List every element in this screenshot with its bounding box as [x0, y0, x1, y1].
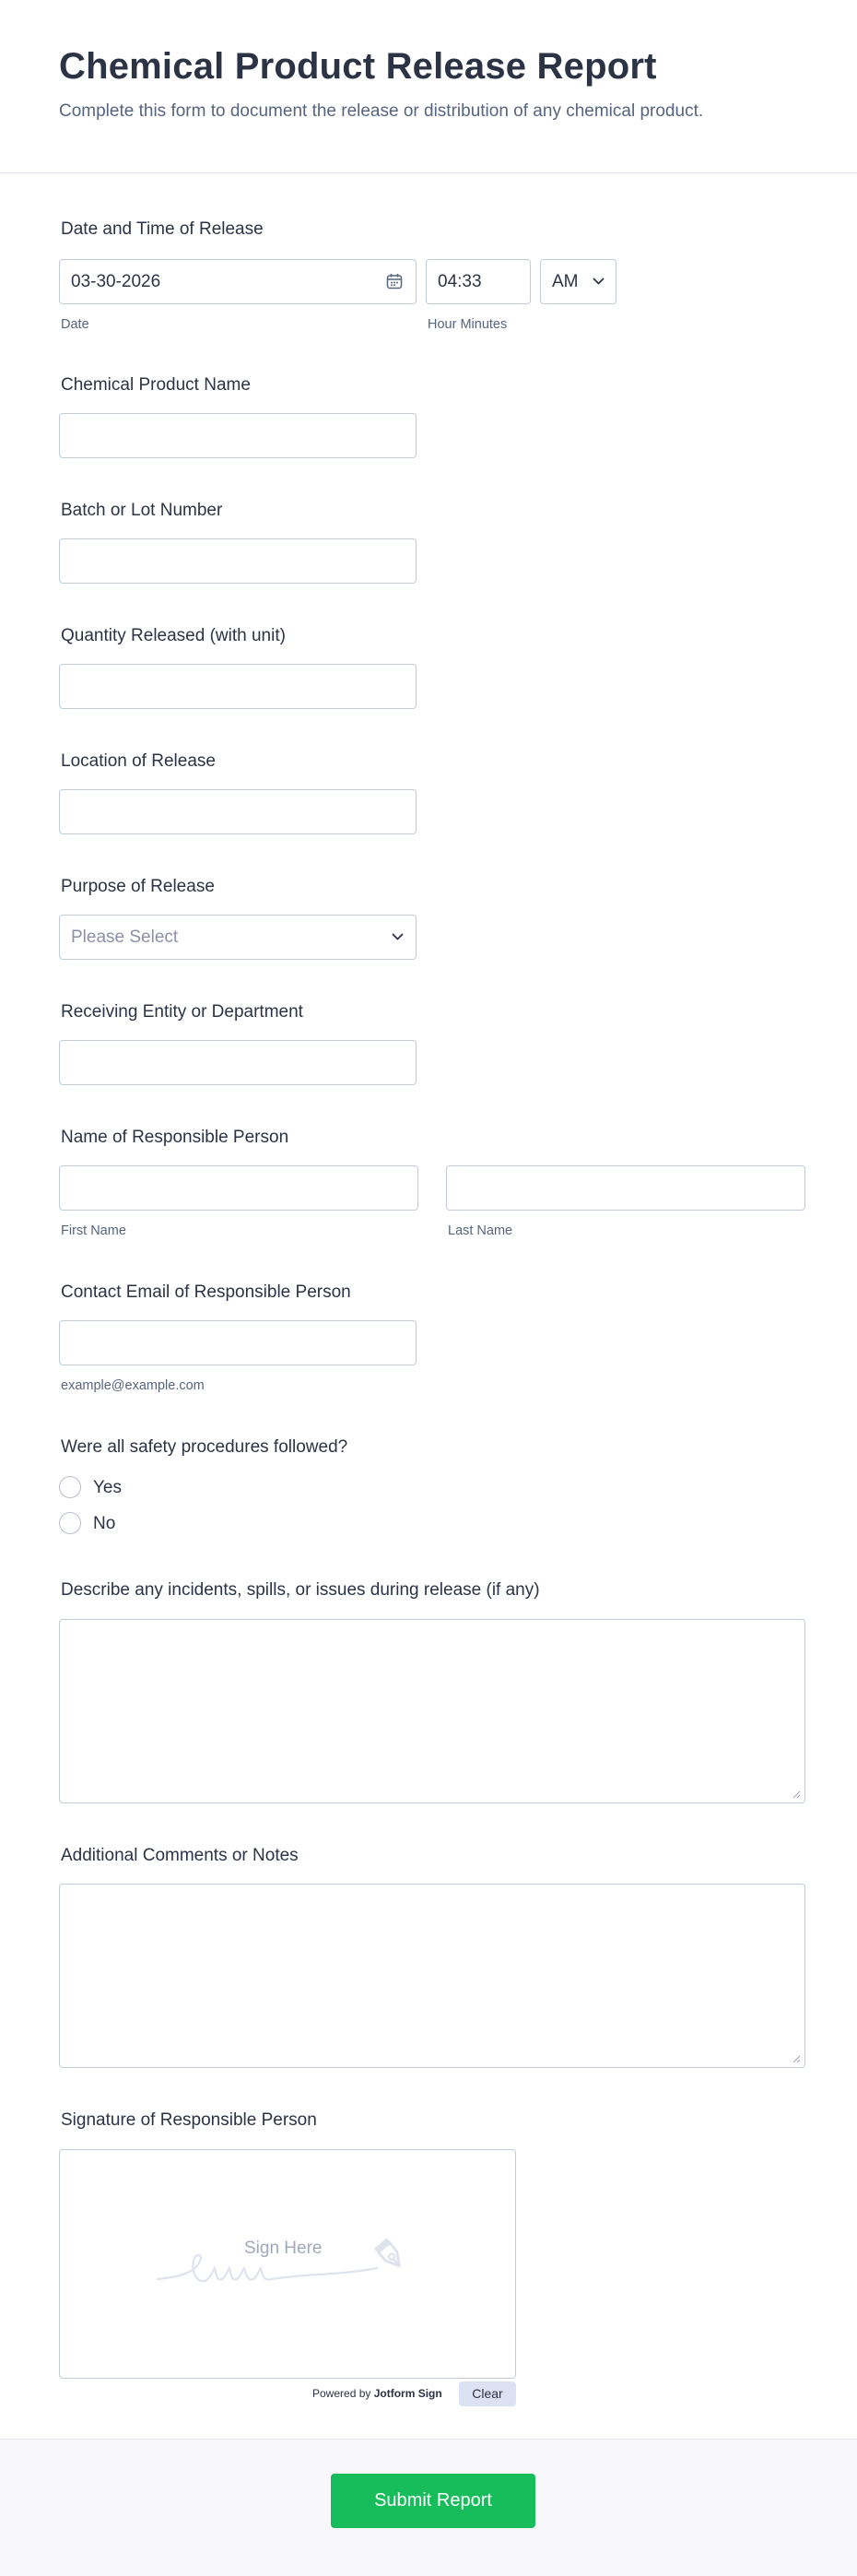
- comments-label: Additional Comments or Notes: [61, 1846, 299, 1865]
- location-input[interactable]: [59, 789, 417, 834]
- time-input[interactable]: [426, 259, 531, 304]
- clear-signature-button[interactable]: Clear: [459, 2381, 516, 2406]
- purpose-placeholder: Please Select: [71, 928, 179, 947]
- submit-button[interactable]: Submit Report: [331, 2474, 535, 2528]
- signature-pad[interactable]: [59, 2149, 516, 2379]
- safety-yes-label[interactable]: Yes: [93, 1478, 122, 1497]
- sign-here-text: Sign Here: [244, 2239, 323, 2258]
- chevron-down-icon: [392, 933, 404, 941]
- time-sublabel: Hour Minutes: [428, 317, 508, 332]
- resize-grip-icon[interactable]: [792, 1790, 801, 1799]
- date-sublabel: Date: [61, 317, 89, 332]
- safety-label: Were all safety procedures followed?: [61, 1437, 348, 1457]
- last-name-sublabel: Last Name: [448, 1223, 513, 1238]
- receiving-entity-input[interactable]: [59, 1040, 417, 1085]
- jotform-sign-brand: Jotform Sign: [373, 2387, 442, 2400]
- form-title: Chemical Product Release Report: [59, 46, 657, 87]
- safety-yes-radio[interactable]: [59, 1476, 81, 1498]
- contact-email-label: Contact Email of Responsible Person: [61, 1282, 351, 1302]
- pen-icon: [373, 2239, 414, 2279]
- quantity-label: Quantity Released (with unit): [61, 626, 286, 645]
- incidents-label: Describe any incidents, spills, or issues during release (if any): [61, 1580, 540, 1600]
- calendar-icon[interactable]: [386, 273, 403, 290]
- form-header: [0, 0, 857, 173]
- comments-textarea[interactable]: [59, 1884, 805, 2068]
- email-field[interactable]: [59, 1320, 417, 1365]
- quantity-input[interactable]: [59, 664, 417, 709]
- first-name-sublabel: First Name: [61, 1223, 126, 1238]
- ampm-value: AM: [552, 272, 579, 291]
- batch-number-input[interactable]: [59, 538, 417, 584]
- powered-by-row: [312, 2387, 442, 2400]
- receiving-entity-label: Receiving Entity or Department: [61, 1002, 303, 1022]
- last-name-input[interactable]: [446, 1165, 805, 1211]
- ampm-select[interactable]: [540, 259, 616, 304]
- time-value: 04:33: [438, 272, 482, 291]
- purpose-select[interactable]: [59, 915, 417, 960]
- first-name-input[interactable]: [59, 1165, 418, 1211]
- form-subtitle: Complete this form to document the release or distribution of any chemical product.: [59, 101, 704, 121]
- resize-grip-icon[interactable]: [792, 2054, 801, 2063]
- incidents-textarea[interactable]: [59, 1619, 805, 1803]
- release-datetime-label: Date and Time of Release: [61, 219, 264, 239]
- powered-by-text: Powered by: [312, 2387, 371, 2400]
- safety-no-label[interactable]: No: [93, 1514, 116, 1533]
- safety-no-radio[interactable]: [59, 1512, 81, 1534]
- responsible-person-label: Name of Responsible Person: [61, 1128, 289, 1147]
- location-label: Location of Release: [61, 751, 216, 771]
- chevron-down-icon: [593, 278, 605, 286]
- date-input[interactable]: [59, 259, 417, 304]
- signature-label: Signature of Responsible Person: [61, 2110, 317, 2130]
- purpose-label: Purpose of Release: [61, 877, 215, 896]
- product-name-input[interactable]: [59, 413, 417, 458]
- product-name-label: Chemical Product Name: [61, 375, 251, 395]
- email-sublabel: example@example.com: [61, 1378, 205, 1393]
- date-value: 03-30-2026: [71, 272, 161, 291]
- batch-number-label: Batch or Lot Number: [61, 501, 223, 520]
